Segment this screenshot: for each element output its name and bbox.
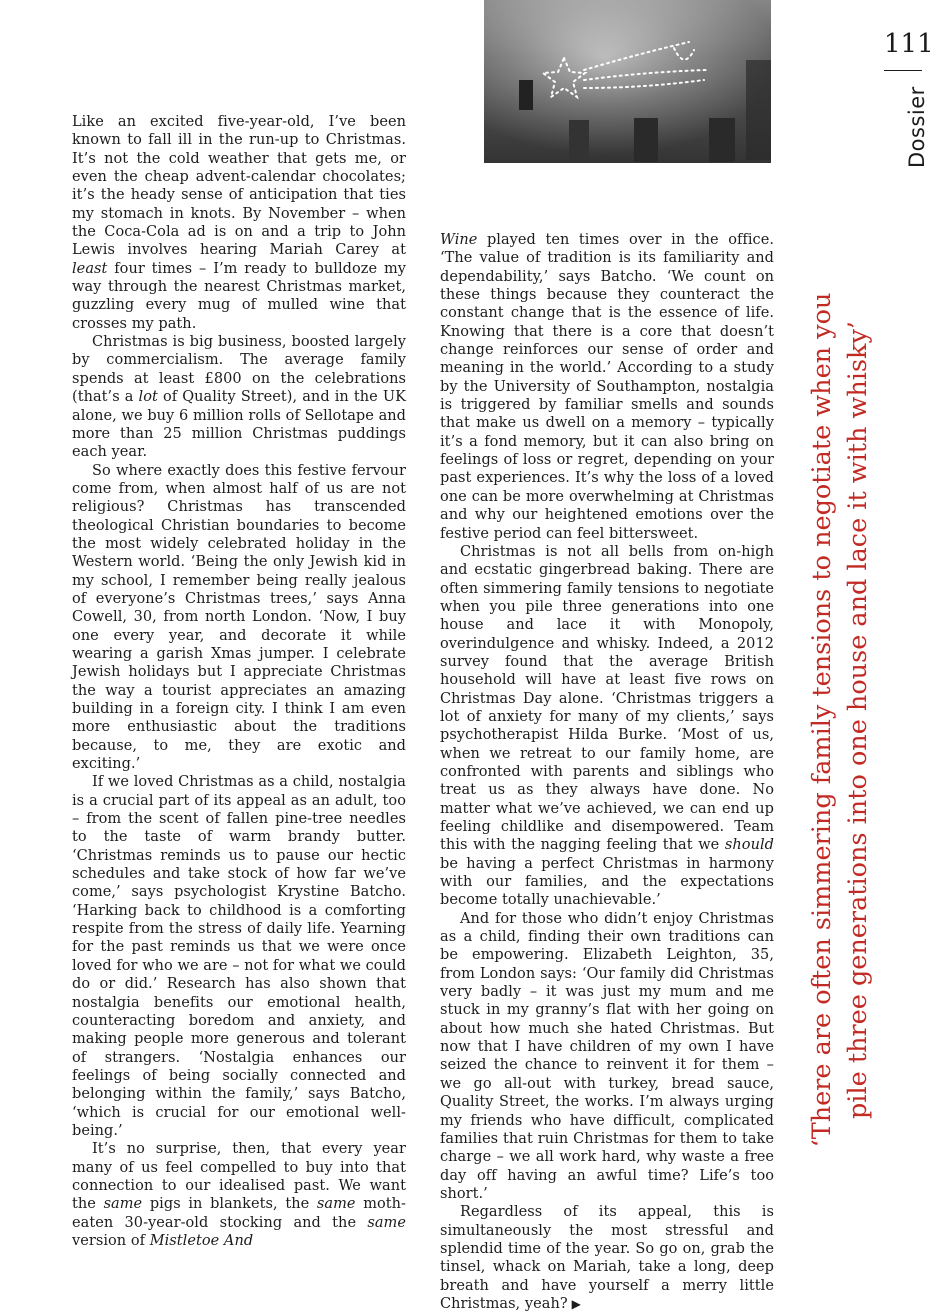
italic-text: same — [316, 1196, 356, 1213]
end-mark-icon: ▶ — [571, 1296, 581, 1311]
italic-text: same — [367, 1214, 406, 1231]
italic-text: Mistletoe And — [149, 1232, 254, 1249]
text-run: be having a perfect Christmas in harmony with our families, and the expectations become totally unachievable.’ — [440, 855, 774, 909]
italic-text: same — [103, 1196, 143, 1213]
pull-quote — [804, 230, 876, 1210]
italic-text: Wine — [440, 232, 478, 248]
article-paragraph — [72, 1140, 406, 1250]
italic-text: lot — [138, 389, 158, 406]
page-number: 111 — [884, 29, 934, 59]
article-paragraph — [72, 333, 406, 461]
text-run: four times – I’m ready to bulldoze my way through the nearest Christmas market, guzzling every mug of mulled wine that crosses my path. — [72, 260, 406, 332]
italic-text: should — [724, 837, 774, 854]
text-run: So where exactly does this festive fervour come from, when almost half of us are not religious? Christmas has transcended theological Christian boundaries to become the most widely celebrated holiday in the Western world. ‘Being the only Jewish kid in my school, I remember being really jealous of everyone’s Christmas trees,’ says Anna Cowell, 30, from north London. ‘Now, I buy one every year, and decorate it while wearing a garish Xmas jumper. I celebrate Jewish holidays but I appreciate Christmas the way a tourist appreciates an amazing building in a foreign city. I think I am even more enthusiastic about the traditions because, to me, they are exotic and exciting.’ — [72, 462, 406, 773]
article-paragraph — [440, 1203, 774, 1313]
article-paragraph — [440, 543, 774, 910]
text-run: Christmas is not all bells from on-high and ecstatic gingerbread baking. There are often simmering family tensions to negotiate when you pile three generations into one house and lace it with Monopoly, overindulgence and whisky. Indeed, a 2012 survey found that the average British household will have at least five rows on Christmas Day alone. ‘Christmas triggers a lot of anxiety for many of my clients,’ says psychotherapist Hilda Burke. ‘Most of us, when we retreat to our family home, are confronted with parents and siblings who treat us as they always have done. No matter what we’ve achieved, we can end up feeling childlike and disempowered. Team this with the nagging feeling that we — [440, 543, 774, 854]
italic-text: least — [72, 260, 108, 277]
christmas-lights-photo — [484, 0, 771, 163]
article-column-right — [440, 231, 774, 1313]
section-label: Dossier — [905, 86, 929, 168]
article-paragraph — [72, 773, 406, 1140]
pull-quote-line-1: ‘There are often simmering family tensions to negotiate when you — [807, 292, 837, 1148]
text-run: played ten times over in the office. ‘The value of tradition is its familiarity and dependability,’ says Batcho. ‘We count on these things because they counteract the constant change that is the essence of life. Knowing that there is a core that doesn’t change reinforces our sense of order and meaning in the world.’ According to a study by the University of Southampton, nostalgia is triggered by familiar smells and sounds that make us dwell on a memory – typically it’s a fond memory, but it can also bring on feelings of loss or regret, depending on your past experiences. It’s why the loss of a loved one can be more overwhelming at Christmas and why our heightened emotions over the festive period can feel bittersweet. — [440, 232, 774, 542]
article-paragraph — [440, 910, 774, 1204]
text-run: If we loved Christmas as a child, nostalgia is a crucial part of its appeal as an adult, too – from the scent of fallen pine-tree needles to the taste of warm brandy butter. ‘Christmas reminds us to pause our hectic schedules and take stock of how far we’ve come,’ says psychologist Krystine Batcho. ‘Harking back to childhood is a comforting respite from the stress of daily life. Yearning for the past reminds us that we were once loved for who we are – not for what we could do or did.’ Research has also shown that nostalgia benefits our emotional health, counteracting boredom and anxiety, and making people more generous and tolerant of strangers. ‘Nostalgia enhances our feelings of being socially connected and belonging within the family,’ says Batcho, ‘which is crucial for our emotional well-being.’ — [72, 774, 406, 1139]
text-run: pigs in blankets, the — [142, 1196, 317, 1213]
text-run: It’s no surprise, then, that every year many of us feel compelled to buy into that connection to our idealised past. We want the — [72, 1141, 406, 1213]
article-column-left — [72, 113, 406, 1250]
text-run: Regardless of its appeal, this is simultaneously the most stressful and splendid time of the year. So go on, grab the tinsel, whack on Mariah, take a long, deep breath and have yourself a merry little Christmas, yeah? — [440, 1204, 774, 1312]
text-run: version of — [72, 1232, 150, 1249]
text-run: of Quality Street), and in the UK alone, we buy 6 million rolls of Sellotape and more than 25 million Christmas puddings each year. — [72, 389, 406, 461]
text-run: And for those who didn’t enjoy Christmas as a child, finding their own traditions can be empowering. Elizabeth Leighton, 35, from London says: ‘Our family did Christmas very badly – it was just my mum and me stuck in my granny’s flat with her going on about how much she hated Christmas. But now that I have children of my own I have seized the chance to reinvent it for them – we go all-out with turkey, bread sauce, Quality Street, the works. I’m always urging my friends who have difficult, complicated families that ruin Christmas for them to take charge – we all work hard, why waste a free day off having an awful time? Life’s too short.’ — [440, 910, 774, 1202]
text-run: moth-eaten 30-year-old stocking and the — [72, 1196, 406, 1231]
text-run: Like an excited five-year-old, I’ve been known to fall ill in the run-up to Christmas. It’s not the cold weather that gets me, or even the cheap advent-calendar chocolates; it’s the heady sense of anticipation that ties my stomach in knots. By November – when the Coca-Cola ad is on and a trip to John Lewis involves hearing Mariah Carey at — [72, 114, 406, 259]
pull-quote-line-2: pile three generations into one house and lace it with whisky’ — [843, 320, 873, 1120]
christmas-star-lights-photo — [484, 0, 771, 163]
header-divider — [884, 70, 922, 71]
article-paragraph — [72, 462, 406, 774]
text-run: Christmas is big business, boosted largely by commercialism. The average family spends at least £800 on the celebrations (that’s a — [72, 334, 406, 406]
article-paragraph — [440, 231, 774, 543]
article-paragraph — [72, 113, 406, 333]
